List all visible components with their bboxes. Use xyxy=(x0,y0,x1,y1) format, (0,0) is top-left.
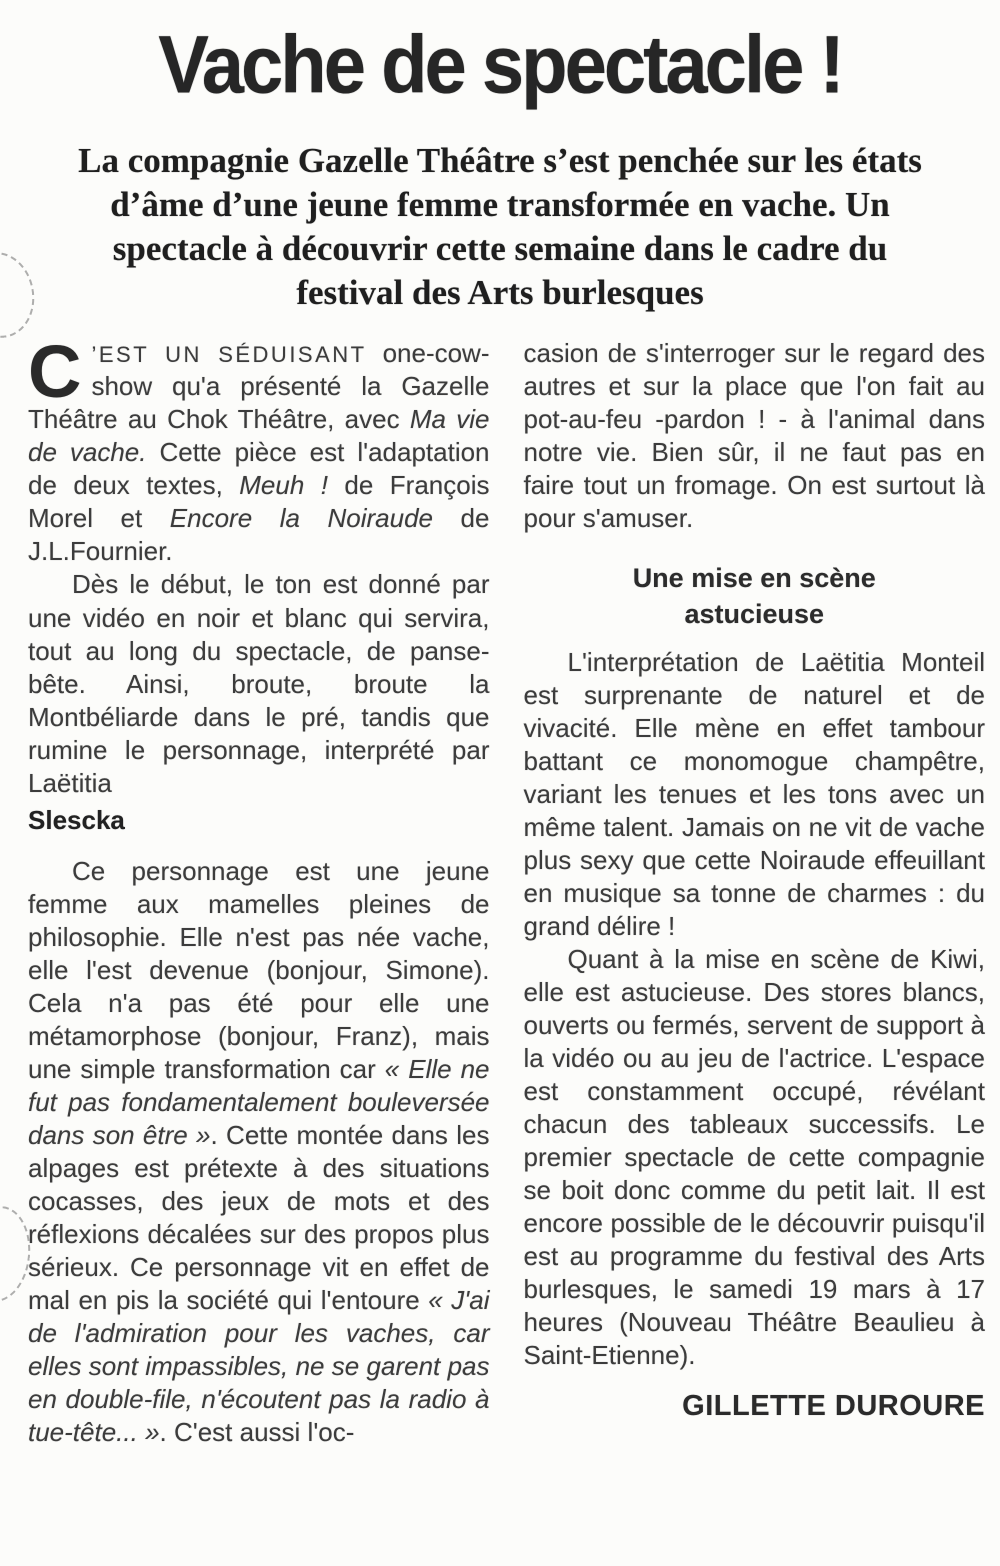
article-headline: Vache de spectacle ! xyxy=(158,19,842,111)
article-paragraph: Dès le début, le ton est donné par une vidéo en noir et blanc qui servira, tout au long du spectacle, de panse-bête. Ainsi, broute, broute la Montbéliarde dans le pré, tandis que rumine le personnage, interprété par Laëtitia xyxy=(28,569,490,798)
section-heading: Une mise en scène astucieuse xyxy=(632,563,876,629)
left-column xyxy=(28,330,490,1449)
article-paragraph: L'interprétation de Laëtitia Monteil est surprenante de naturel et de vivacité. Elle mène en effet tambour battant ce monomogue champêtre, variant les tenues et les tons avec un même talent. Jamais on ne vit de vache plus sexy que cette Noiraude effeuillant en musique sa tonne de charmes : du grand délire ! xyxy=(523,646,985,941)
scan-artifact-arc xyxy=(0,247,41,344)
article-body xyxy=(28,330,985,1449)
right-column xyxy=(524,337,986,1449)
photo-credit: Slescka xyxy=(28,804,125,835)
article-byline: GILLETTE DUROURE xyxy=(682,1390,985,1422)
article-paragraph: Quant à la mise en scène de Kiwi, elle est astucieuse. Des stores blancs, ouverts ou fermés, servent de support à la vidéo ou au jeu de l'actrice. L'espace est constamment occupé, révélant chacun des tableaux successifs. Le premier spectacle de cette compagnie se boit donc comme du petit lait. Il est encore possible de le découvrir puisqu'il est au programme du festival des Arts burlesques, le samedi 19 mars à 17 heures (Nouveau Théâtre Beaulieu à Saint-Etienne). xyxy=(523,943,985,1370)
drop-cap: C xyxy=(28,330,82,414)
article-paragraph: Ce personnage est une jeune femme aux mamelles pleines de philosophie. Elle n'est pas née vache, elle l'est devenue (bonjour, Simone). Cela n'a pas été pour elle une métamorphose (bonjour, Franz), mais une simple transformation car « Elle ne fut pas fondamentalement bouleversée dans son être ». Cette montée dans les alpages est prétexte à des situations cocasses, des jeux de mots et des réflexions décalées sur des propos plus sérieux. Ce personnage vit en effet de mal en pis la société qui l'entoure « J'ai de l'admiration pour les vaches, car elles sont impassibles, ne se garent pas en double-file, n'écoutent pas la radio à tue-tête... ». C'est aussi l'oc- xyxy=(28,855,490,1447)
article-paragraph: C ’EST UN SÉDUISANT one-cow-show qu'a présenté la Gazelle Théâtre au Chok Théâtre, avec Ma vie de vache. Cette pièce est l'adaptation de deux textes, Meuh ! de François Morel et Encore la Noiraude de J.L.Fournier. xyxy=(28,330,490,567)
article-paragraph: casion de s'interroger sur le regard des autres et sur la place que l'on fait au pot-au-feu -pardon ! - à l'animal dans notre vie. Bien sûr, il ne faut pas en faire tout un fromage. On est surtout là pour s'amuser. xyxy=(523,338,985,534)
article-standfirst: La compagnie Gazelle Théâtre s’est penchée sur les états d’âme d’une jeune femme transformée en vache. Un spectacle à découvrir cette semaine dans le cadre du festival des Arts burlesques xyxy=(78,141,922,313)
